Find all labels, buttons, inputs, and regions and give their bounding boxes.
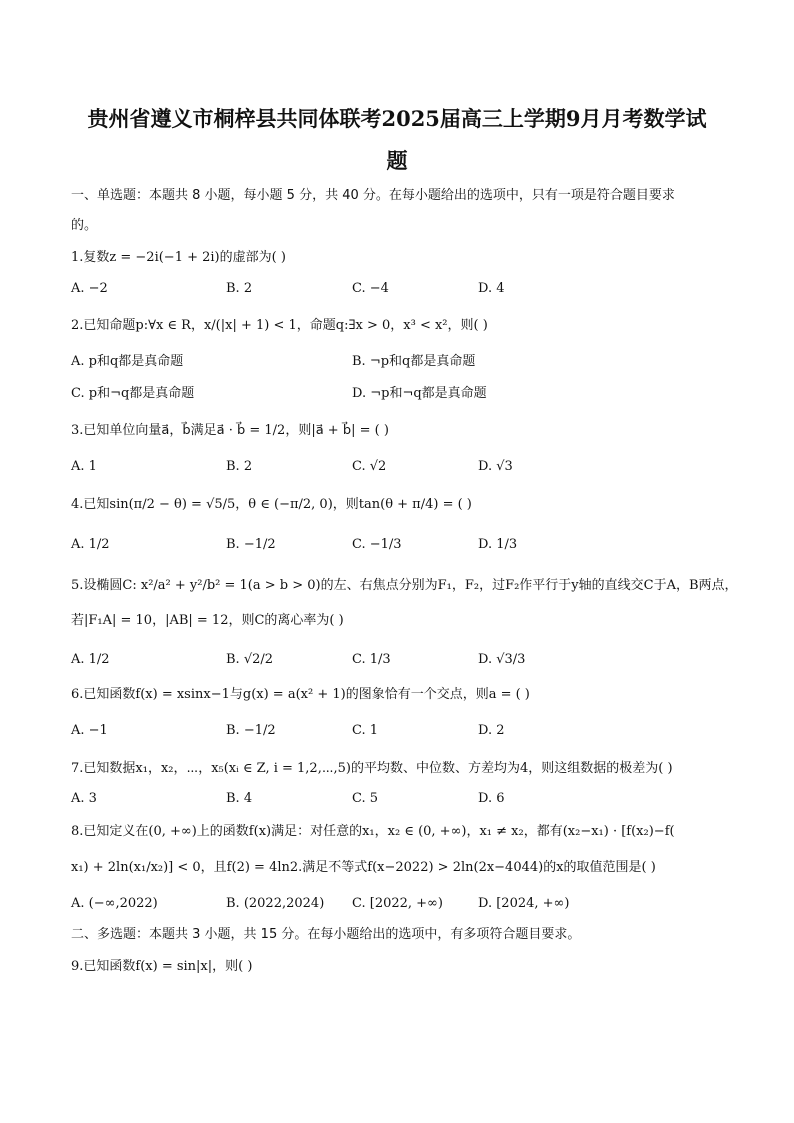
exam-title-line1: 贵州省遵义市桐梓县共同体联考2025届高三上学期9月月考数学试 <box>87 106 707 131</box>
exam-title-line2: 题 <box>386 148 408 173</box>
question-2-option-a: A. p和q都是真命题 <box>71 354 184 369</box>
question-4-stem: 4.已知sin(π/2 − θ) = √5/5，θ ∈ (−π/2, 0)，则tan(θ + π/4) = ( ) <box>71 497 472 512</box>
section1-heading: 一、单选题：本题共 8 小题，每小题 5 分，共 40 分。在每小题给出的选项中，只有一项是符合题目要求 <box>71 188 675 203</box>
question-1-option-c: C. −4 <box>352 281 389 296</box>
question-3-option-d: D. √3 <box>478 459 513 474</box>
question-5-stem: 5.设椭圆C: x²/a² + y²/b² = 1(a > b > 0)的左、右焦点分别为F₁，F₂，过F₂作平行于y轴的直线交C于A，B两点， <box>71 578 738 593</box>
question-2-option-c: C. p和¬q都是真命题 <box>71 386 195 401</box>
question-1-stem: 1.复数z = −2i(−1 + 2i)的虚部为( ) <box>71 250 286 265</box>
question-3-option-a: A. 1 <box>71 459 97 474</box>
question-8-stem-cont: x₁) + 2ln(x₁/x₂)] < 0，且f(2) = 4ln2.满足不等式f(x−2022) > 2ln(2x−4044)的x的取值范围是( ) <box>71 860 656 875</box>
question-8-option-a: A. (−∞,2022) <box>71 896 158 911</box>
question-4-option-c: C. −1/3 <box>352 537 402 552</box>
question-3-option-b: B. 2 <box>226 459 253 474</box>
question-6-option-d: D. 2 <box>478 723 505 738</box>
question-5-stem-cont: 若|F₁A| = 10，|AB| = 12，则C的离心率为( ) <box>71 613 344 628</box>
question-5-option-d: D. √3/3 <box>478 652 526 667</box>
question-8-stem: 8.已知定义在(0, +∞)上的函数f(x)满足：对任意的x₁，x₂ ∈ (0, +∞)，x₁ ≠ x₂，都有(x₂−x₁) · [f(x₂)−f( <box>71 824 675 839</box>
question-6-stem: 6.已知函数f(x) = xsinx−1与g(x) = a(x² + 1)的图象恰有一个交点，则a = ( ) <box>71 687 530 702</box>
question-6-option-c: C. 1 <box>352 723 379 738</box>
question-5-option-c: C. 1/3 <box>352 652 391 667</box>
question-4-option-b: B. −1/2 <box>226 537 276 552</box>
question-7-option-b: B. 4 <box>226 791 253 806</box>
section2-heading: 二、多选题：本题共 3 小题，共 15 分。在每小题给出的选项中，有多项符合题目要求。 <box>71 927 581 942</box>
question-8-option-c: C. [2022, +∞) <box>352 896 443 911</box>
question-6-option-b: B. −1/2 <box>226 723 276 738</box>
section1-heading-cont: 的。 <box>71 218 98 233</box>
question-5-option-b: B. √2/2 <box>226 652 274 667</box>
question-7-option-c: C. 5 <box>352 791 379 806</box>
question-7-stem: 7.已知数据x₁，x₂，⋯，x₅(xᵢ ∈ Z, i = 1,2,⋯,5)的平均数、中位数、方差均为4，则这组数据的极差为( ) <box>71 761 673 776</box>
question-2-stem: 2.已知命题p:∀x ∈ R，x/(|x| + 1) < 1，命题q:∃x > 0，x³ < x²，则( ) <box>71 318 488 333</box>
question-7-option-d: D. 6 <box>478 791 505 806</box>
question-4-option-d: D. 1/3 <box>478 537 518 552</box>
question-6-option-a: A. −1 <box>71 723 108 738</box>
question-2-option-b: B. ¬p和q都是真命题 <box>352 354 476 369</box>
question-8-option-b: B. (2022,2024) <box>226 896 325 911</box>
question-1-option-d: D. 4 <box>478 281 505 296</box>
question-3-option-c: C. √2 <box>352 459 387 474</box>
question-1-option-b: B. 2 <box>226 281 253 296</box>
question-1-option-a: A. −2 <box>71 281 108 296</box>
question-8-option-d: D. [2024, +∞) <box>478 896 570 911</box>
question-2-option-d: D. ¬p和¬q都是真命题 <box>352 386 487 401</box>
question-4-option-a: A. 1/2 <box>71 537 110 552</box>
question-5-option-a: A. 1/2 <box>71 652 110 667</box>
question-9-stem: 9.已知函数f(x) = sin|x|，则( ) <box>71 959 253 974</box>
question-3-stem: 3.已知单位向量a⃗，b⃗满足a⃗ · b⃗ = 1/2，则|a⃗ + b⃗| = ( ) <box>71 423 389 438</box>
question-7-option-a: A. 3 <box>71 791 97 806</box>
